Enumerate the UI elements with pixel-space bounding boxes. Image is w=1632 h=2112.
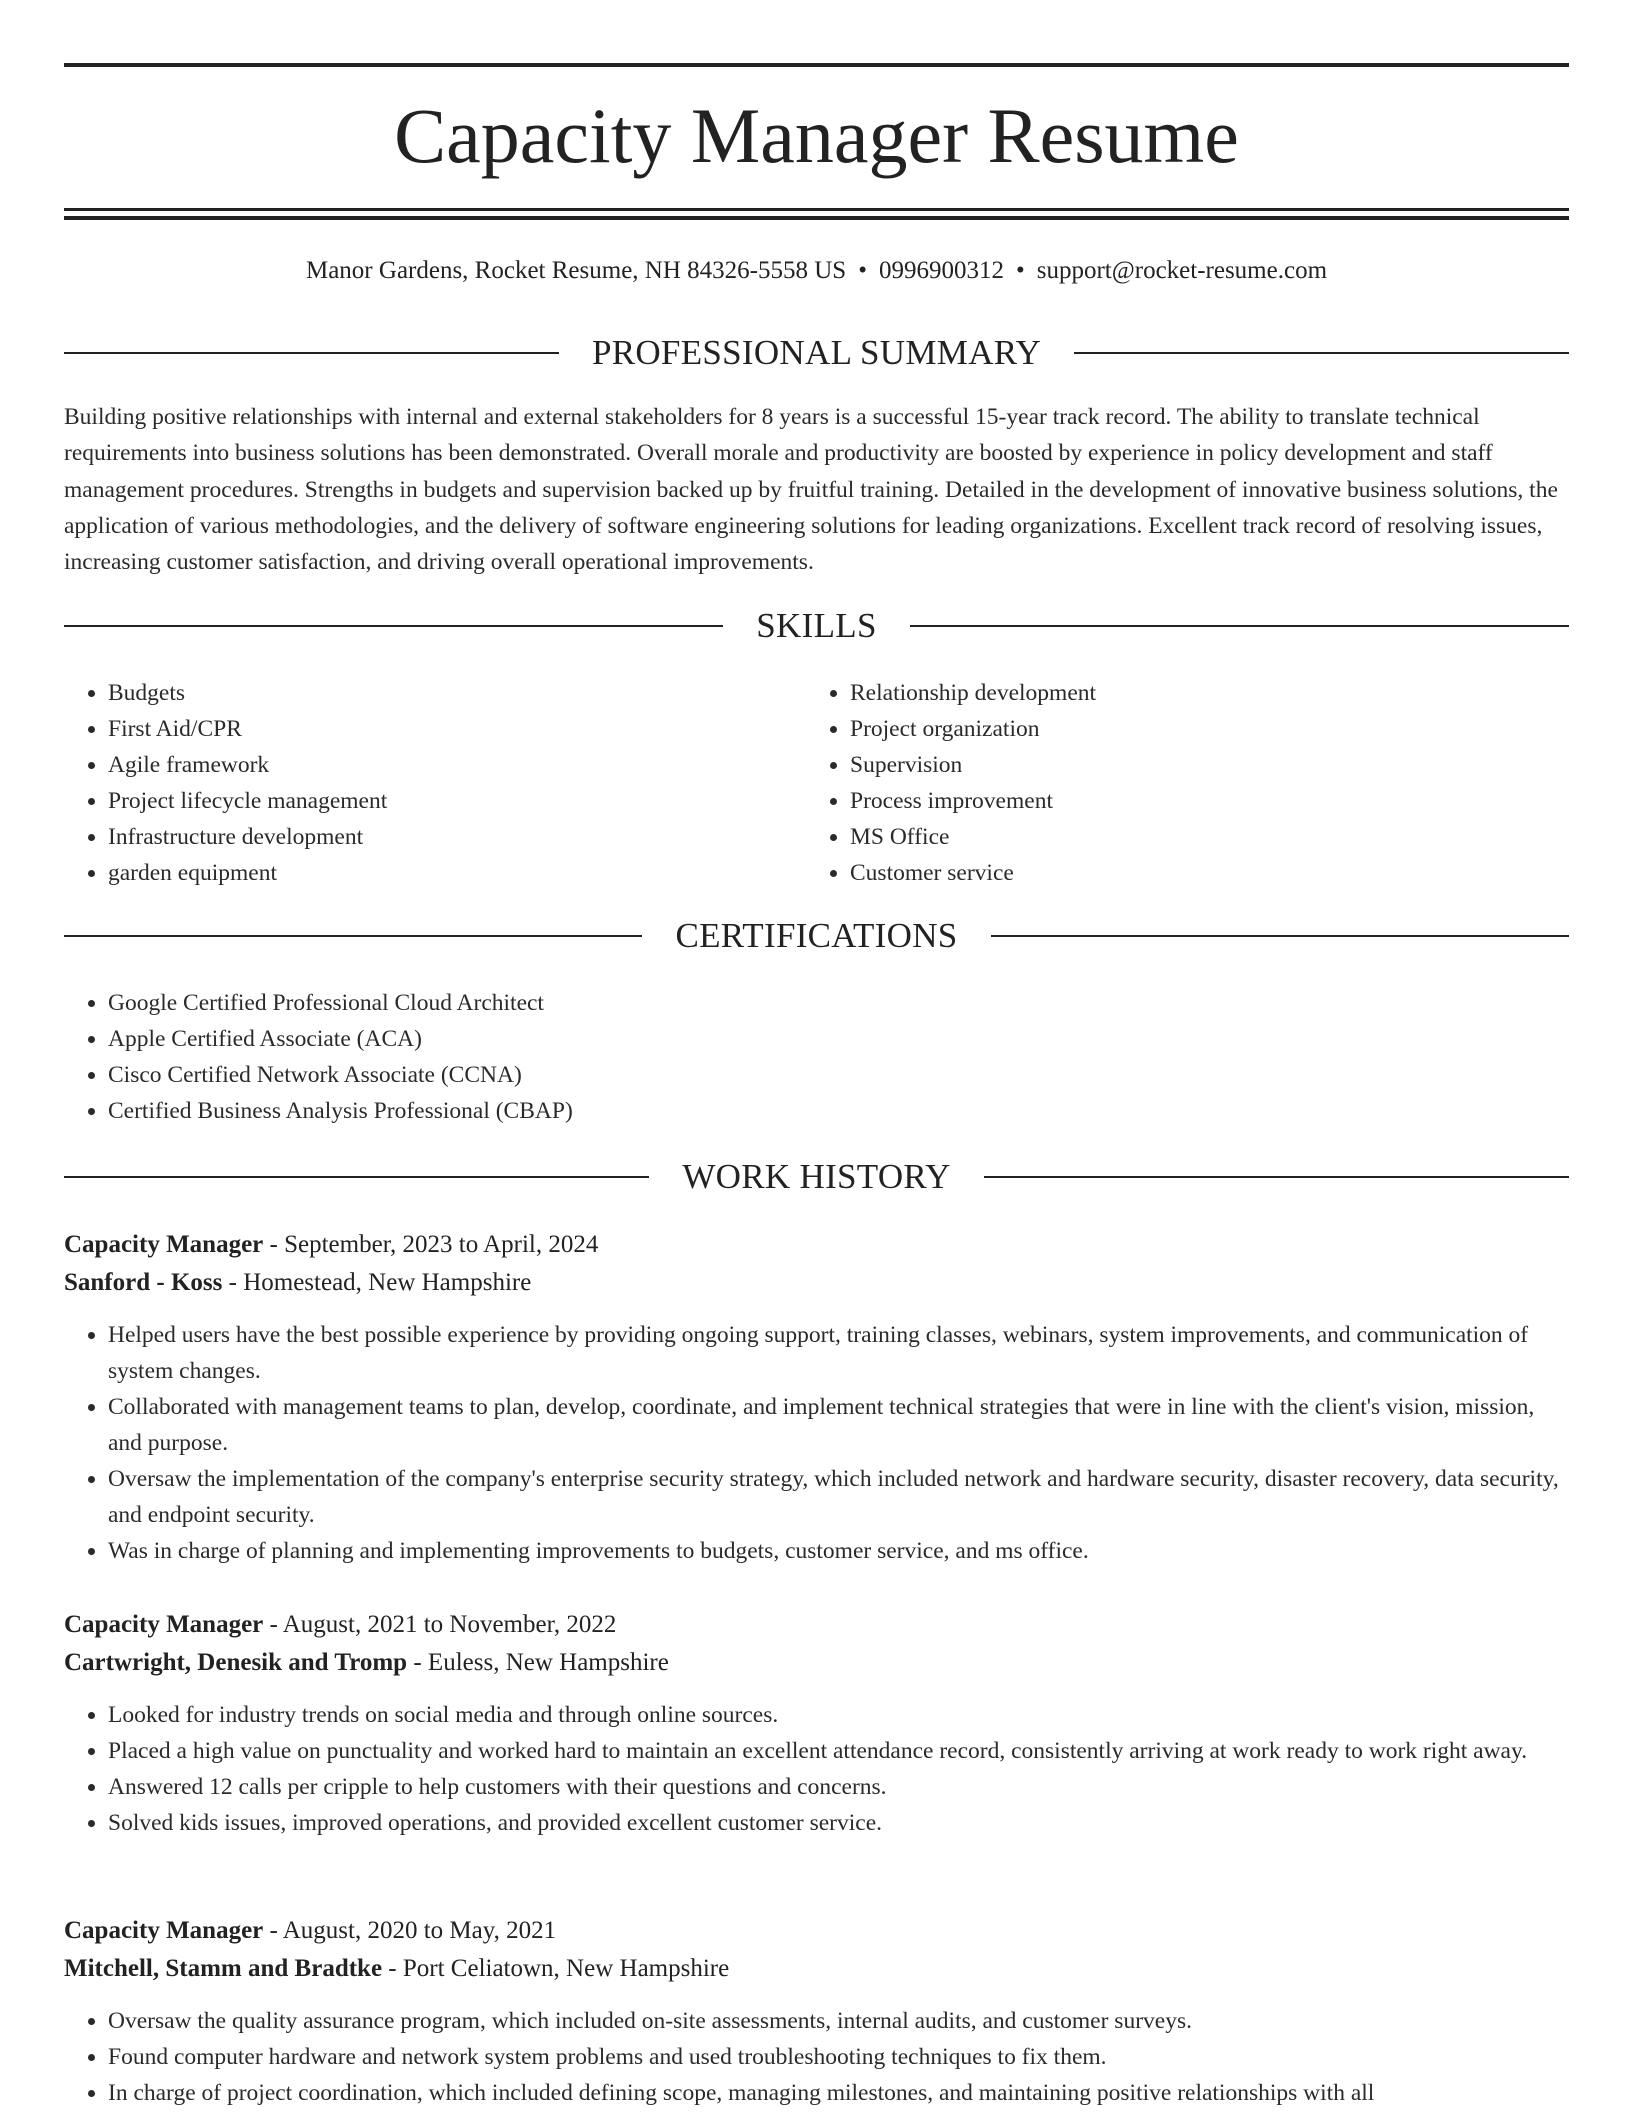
job-title: Capacity Manager bbox=[64, 1611, 264, 1638]
section-title: PROFESSIONAL SUMMARY bbox=[591, 333, 1042, 372]
page-title: Capacity Manager Resume bbox=[394, 92, 1239, 179]
job-location: - Homestead, New Hampshire bbox=[222, 1269, 532, 1296]
skill-item: • garden equipment bbox=[108, 855, 804, 891]
job-bullet: • Collaborated with management teams to plan, develop, coordinate, and implement technical strategies that were in line with the client's vision, mission, and purpose. bbox=[108, 1389, 1569, 1461]
job-company: Mitchell, Stamm and Bradtke bbox=[64, 1955, 383, 1982]
skills-list bbox=[806, 675, 1546, 891]
skills-column-left bbox=[64, 675, 804, 891]
separator: • bbox=[1015, 257, 1025, 284]
summary-text: Building positive relationships with internal and external stakeholders for 8 years is a successful 15-year track record. The ability to translate technical requirements into business solutions has been demonstrated. Overall morale and productivity are boosted by experience in policy development and staff management procedures. Strengths in budgets and supervision backed up by fruitful training. Detailed in the development of innovative business solutions, the application of various methodologies, and the delivery of software engineering solutions for leading organizations. Excellent track record of resolving issues, increasing customer satisfaction, and driving overall operational improvements. bbox=[64, 404, 1558, 576]
section-title: WORK HISTORY bbox=[682, 1157, 951, 1196]
skills-list bbox=[64, 675, 804, 891]
skill-item: • Project lifecycle management bbox=[108, 783, 804, 819]
job-dates: - August, 2021 to November, 2022 bbox=[263, 1611, 617, 1638]
phone: 0996900312 bbox=[878, 257, 1004, 284]
heading-rule bbox=[64, 1176, 649, 1178]
heading-rule bbox=[984, 1176, 1569, 1178]
job-title: Capacity Manager bbox=[64, 1917, 264, 1944]
job-bullet: • Placed a high value on punctuality and worked hard to maintain an excellent attendance record, consistently arriving at work ready to work right away. bbox=[108, 1733, 1569, 1769]
job-title-line bbox=[64, 1226, 1569, 1264]
title-double-rule bbox=[64, 208, 1569, 220]
section-heading-skills bbox=[64, 604, 1569, 648]
skills-column-right bbox=[806, 675, 1546, 891]
top-rule bbox=[64, 63, 1569, 67]
section-title: CERTIFICATIONS bbox=[675, 916, 958, 955]
certification-item: • Google Certified Professional Cloud Architect bbox=[108, 985, 1064, 1021]
job-company: Sanford - Koss bbox=[64, 1269, 223, 1296]
skill-item: • First Aid/CPR bbox=[108, 711, 804, 747]
certification-item: • Apple Certified Associate (ACA) bbox=[108, 1021, 1064, 1057]
skill-item: • Infrastructure development bbox=[108, 819, 804, 855]
job-bullet: • Oversaw the implementation of the company's enterprise security strategy, which included network and hardware security, disaster recovery, data security, and endpoint security. bbox=[108, 1461, 1569, 1533]
job-bullets bbox=[64, 1697, 1569, 1841]
certifications-list bbox=[64, 985, 1064, 1129]
contact-line bbox=[64, 254, 1569, 288]
certification-item: • Certified Business Analysis Professional (CBAP) bbox=[108, 1093, 1064, 1129]
job-company: Cartwright, Denesik and Tromp bbox=[64, 1649, 408, 1676]
heading-rule bbox=[64, 935, 642, 937]
job-location: - Euless, New Hampshire bbox=[407, 1649, 669, 1676]
heading-rule bbox=[991, 935, 1569, 937]
job-company-line bbox=[64, 1950, 1569, 1988]
skill-item: • Process improvement bbox=[850, 783, 1546, 819]
job-title-line bbox=[64, 1912, 1569, 1950]
job-bullet: • Answered 12 calls per cripple to help customers with their questions and concerns. bbox=[108, 1769, 1569, 1805]
section-heading-work-history bbox=[64, 1155, 1569, 1199]
section-heading-summary bbox=[64, 331, 1569, 375]
job-dates: - September, 2023 to April, 2024 bbox=[263, 1231, 599, 1258]
job-entry bbox=[64, 1606, 1569, 1841]
job-dates: - August, 2020 to May, 2021 bbox=[263, 1917, 557, 1944]
job-company-line bbox=[64, 1264, 1569, 1302]
job-bullets bbox=[64, 2003, 1569, 2111]
skill-item: • Agile framework bbox=[108, 747, 804, 783]
job-bullet: • In charge of project coordination, which included defining scope, managing milestones, and maintaining positive relationships with all bbox=[108, 2075, 1569, 2111]
certification-item: • Cisco Certified Network Associate (CCNA) bbox=[108, 1057, 1064, 1093]
skill-item: • Supervision bbox=[850, 747, 1546, 783]
skill-item: • Budgets bbox=[108, 675, 804, 711]
heading-rule bbox=[910, 625, 1569, 627]
job-bullet: • Solved kids issues, improved operations, and provided excellent customer service. bbox=[108, 1805, 1569, 1841]
skill-item: • Project organization bbox=[850, 711, 1546, 747]
certifications-block bbox=[64, 985, 1064, 1129]
job-entry bbox=[64, 1912, 1569, 2111]
skill-item: • Relationship development bbox=[850, 675, 1546, 711]
heading-rule bbox=[64, 352, 559, 354]
heading-rule bbox=[64, 625, 723, 627]
job-bullet: • Found computer hardware and network system problems and used troubleshooting techniques to fix them. bbox=[108, 2039, 1569, 2075]
skill-item: • MS Office bbox=[850, 819, 1546, 855]
separator: • bbox=[858, 257, 867, 284]
job-bullet: • Was in charge of planning and implementing improvements to budgets, customer service, and ms office. bbox=[108, 1533, 1569, 1569]
job-title: Capacity Manager bbox=[64, 1231, 264, 1258]
email: support@rocket-resume.com bbox=[1036, 257, 1328, 284]
heading-rule bbox=[1074, 352, 1569, 354]
job-company-line bbox=[64, 1644, 1569, 1682]
address: Manor Gardens, Rocket Resume, NH 84326-5558 US bbox=[305, 257, 847, 284]
section-heading-certifications bbox=[64, 914, 1569, 958]
skill-item: • Customer service bbox=[850, 855, 1546, 891]
job-bullet: • Oversaw the quality assurance program, which included on-site assessments, internal audits, and customer surveys. bbox=[108, 2003, 1569, 2039]
job-entry bbox=[64, 1226, 1569, 1569]
job-location: - Port Celiatown, New Hampshire bbox=[382, 1955, 730, 1982]
job-title-line bbox=[64, 1606, 1569, 1644]
section-title: SKILLS bbox=[756, 606, 877, 645]
job-bullet: • Helped users have the best possible experience by providing ongoing support, training classes, webinars, system improvements, and communication of system changes. bbox=[108, 1317, 1569, 1389]
job-bullet: • Looked for industry trends on social media and through online sources. bbox=[108, 1697, 1569, 1733]
job-bullets bbox=[64, 1317, 1569, 1569]
